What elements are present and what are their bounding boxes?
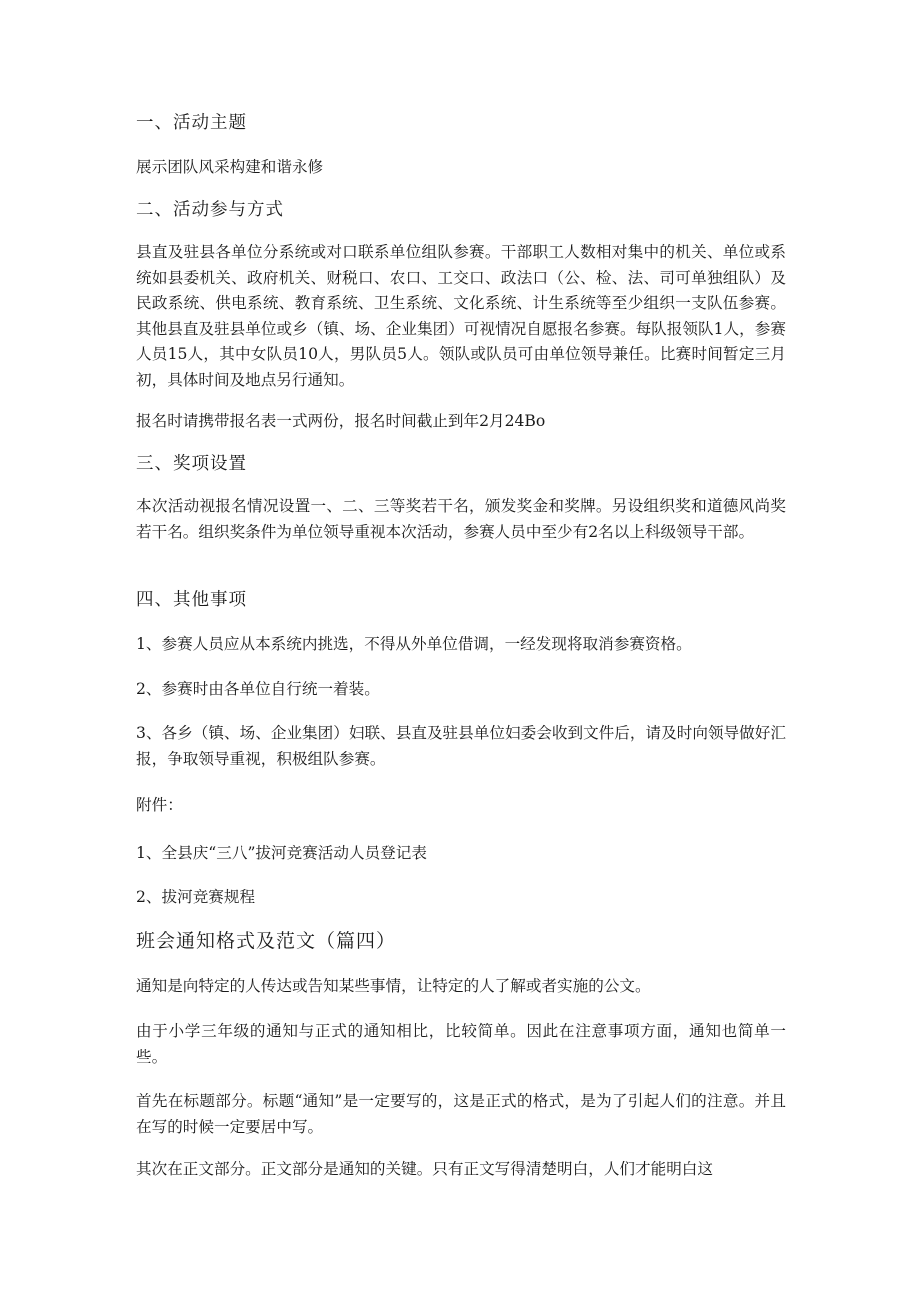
section-heading-awards: 三、奖项设置 [136,454,247,474]
article-paragraph-2: 由于小学三年级的通知与正式的通知相比，比较简单。因此在注意事项方面，通知也简单一些。 [136,1022,786,1066]
other-item-1: 1、参赛人员应从本系统内挑选，不得从外单位借调，一经发现将取消参赛资格。 [136,635,692,653]
section-heading-theme: 一、活动主题 [136,113,247,133]
article-paragraph-3: 首先在标题部分。标题“通知”是一定要写的，这是正式的格式，是为了引起人们的注意。并且在写的时候一定要居中写。 [136,1092,786,1136]
section-heading-other: 四、其他事项 [136,590,247,610]
registration-paragraph: 报名时请携带报名表一式两份，报名时间截止到年2月24Bo [136,412,546,430]
article-title: 班会通知格式及范文（篇四） [136,930,397,952]
article-paragraph-1: 通知是向特定的人传达或告知某些事情，让特定的人了解或者实施的公文。 [136,977,651,995]
awards-paragraph: 本次活动视报名情况设置一、二、三等奖若干名，颁发奖金和奖牌。另设组织奖和道德风尚奖若干名。组织奖条件为单位领导重视本次活动，参赛人员中至少有2名以上科级领导干部。 [136,497,786,541]
attachment-label: 附件： [136,796,183,814]
attachment-item-1: 1、全县庆“三八”拔河竞赛活动人员登记表 [136,844,427,862]
theme-text: 展示团队风采构建和谐永修 [136,158,324,176]
attachment-item-2: 2、拔河竞赛规程 [136,888,256,906]
participation-paragraph: 县直及驻县各单位分系统或对口联系单位组队参赛。干部职工人数相对集中的机关、单位或系统如县委机关、政府机关、财税口、农口、工交口、政法口（公、检、法、司可单独组队）及民政系统、供电系统、教育系统、卫生系统、文化系统、计生系统等至少组织一支队伍参赛。其他县直及驻县单位或乡（镇、场、企业集团）可视情况自愿报名参赛。每队报领队1人，参赛人员15人，其中女队员10人，男队员5人。领队或队员可由单位领导兼任。比赛时间暂定三月初，具体时间及地点另行通知。 [136,243,786,389]
section-heading-participation: 二、活动参与方式 [136,200,284,220]
article-paragraph-4: 其次在正文部分。正文部分是通知的关键。只有正文写得清楚明白，人们才能明白这 [136,1160,713,1178]
other-item-3: 3、各乡（镇、场、企业集团）妇联、县直及驻县单位妇委会收到文件后，请及时向领导做好汇报，争取领导重视，积极组队参赛。 [136,724,786,768]
other-item-2: 2、参赛时由各单位自行统一着装。 [136,680,380,698]
